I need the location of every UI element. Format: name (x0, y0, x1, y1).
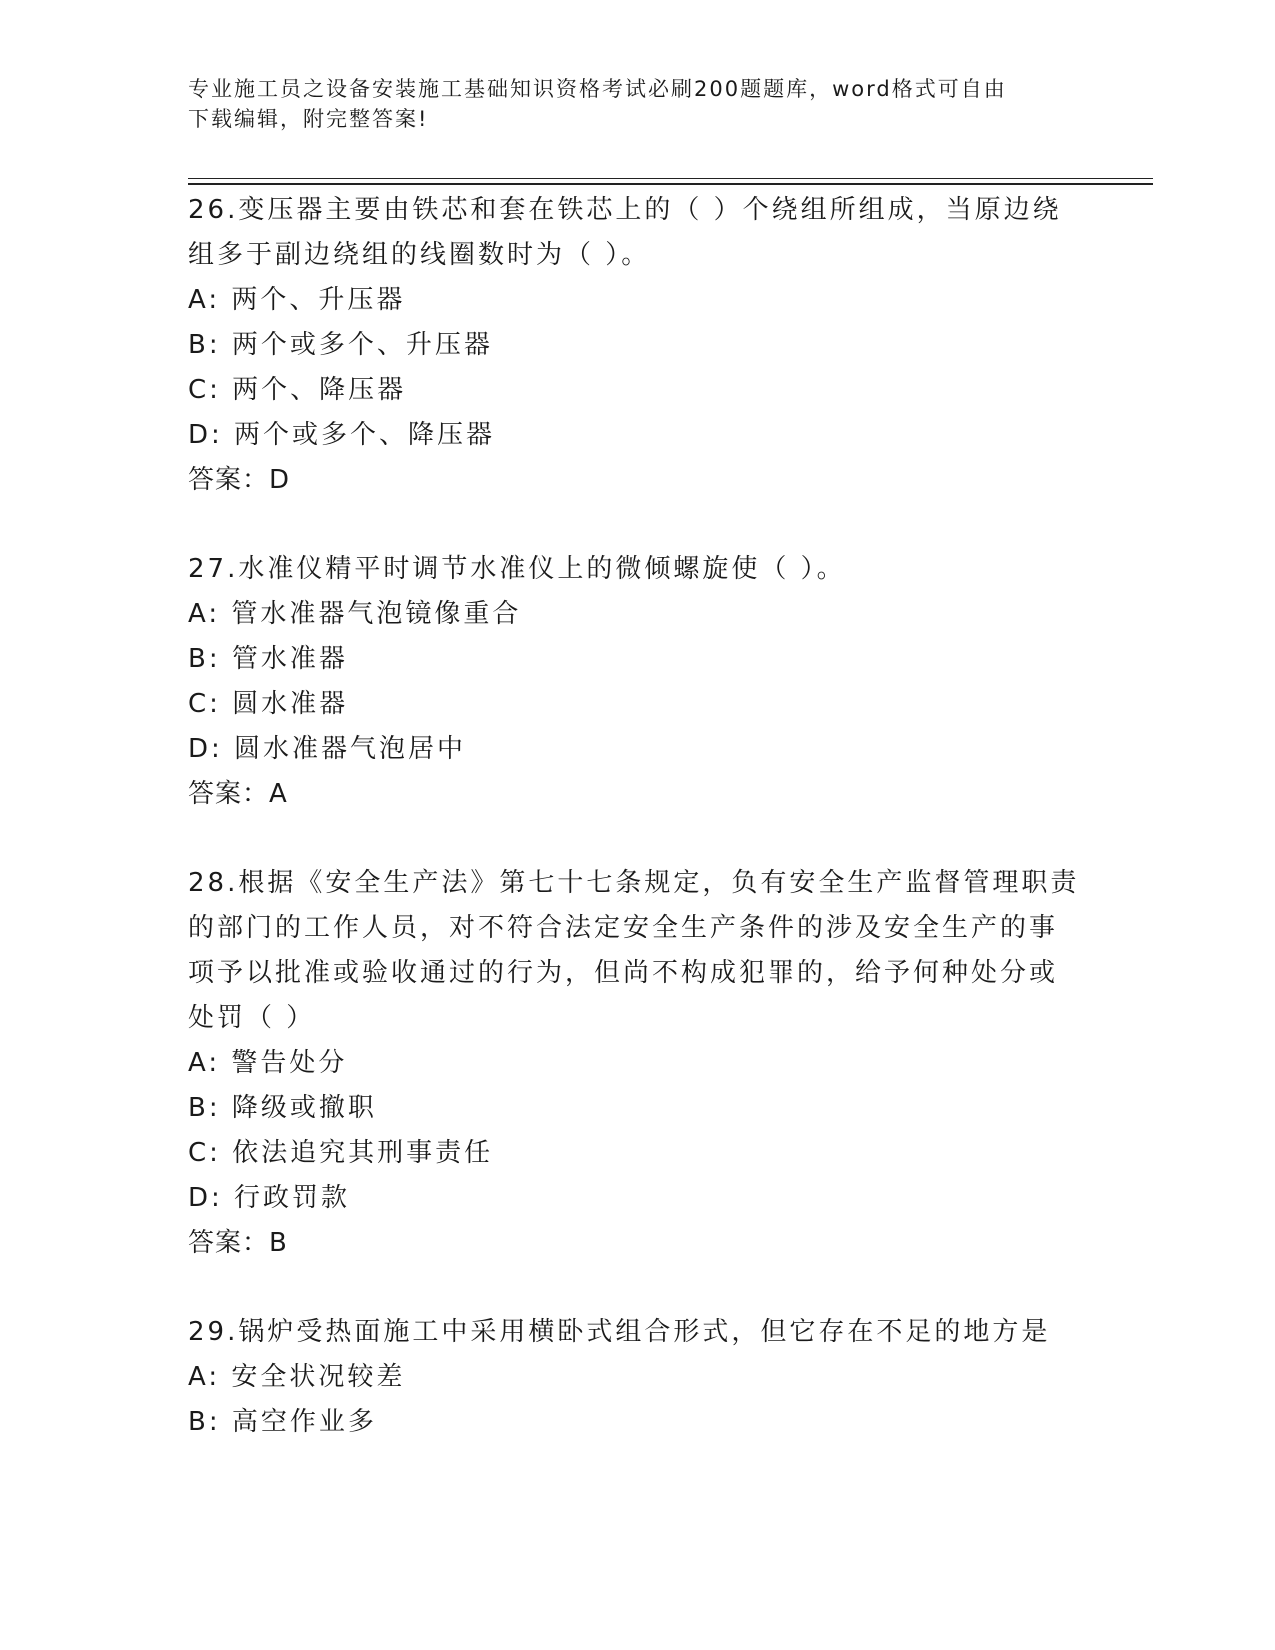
option-d: D: 两个或多个、降压器 (188, 420, 496, 450)
question-stem: 26.变压器主要由铁芯和套在铁芯上的（ ）个绕组所组成，当原边绕 (188, 195, 1062, 225)
question-26 (188, 188, 1088, 503)
option-b: B: 管水准器 (188, 644, 348, 674)
option-d: D: 圆水准器气泡居中 (188, 734, 467, 764)
answer-label: 答案：D (188, 465, 291, 495)
answer-label: 答案：A (188, 779, 288, 809)
option-d: D: 行政罚款 (188, 1183, 351, 1213)
option-a: A: 安全状况较差 (188, 1362, 406, 1392)
option-c: C: 依法追究其刑事责任 (188, 1138, 494, 1168)
header-line-1: 专业施工员之设备安装施工基础知识资格考试必刷200题题库，word格式可自由 (188, 77, 1007, 101)
question-29 (188, 1310, 1088, 1445)
document-header (188, 74, 1068, 134)
question-stem: 组多于副边绕组的线圈数时为（ ）。 (188, 240, 651, 270)
question-28 (188, 861, 1088, 1266)
header-rule-thick (188, 183, 1153, 185)
header-rule-thin (188, 178, 1153, 179)
question-stem: 项予以批准或验收通过的行为，但尚不构成犯罪的，给予何种处分或 (188, 958, 1059, 988)
question-stem: 28.根据《安全生产法》第七十七条规定，负有安全生产监督管理职责 (188, 868, 1080, 898)
header-line-2: 下载编辑，附完整答案! (188, 107, 429, 131)
option-b: B: 高空作业多 (188, 1407, 377, 1437)
option-c: C: 两个、降压器 (188, 375, 407, 405)
option-b: B: 降级或撤职 (188, 1093, 377, 1123)
option-a: A: 两个、升压器 (188, 285, 406, 315)
question-stem: 27.水准仪精平时调节水准仪上的微倾螺旋使（ ）。 (188, 554, 846, 584)
option-b: B: 两个或多个、升压器 (188, 330, 493, 360)
option-a: A: 警告处分 (188, 1048, 348, 1078)
question-stem: 的部门的工作人员，对不符合法定安全生产条件的涉及安全生产的事 (188, 913, 1059, 943)
option-c: C: 圆水准器 (188, 689, 349, 719)
question-stem: 处罚（ ） (188, 1003, 316, 1033)
answer-label: 答案：B (188, 1228, 288, 1258)
question-list (188, 188, 1088, 1489)
question-27 (188, 547, 1088, 817)
option-a: A: 管水准器气泡镜像重合 (188, 599, 522, 629)
question-stem: 29.锅炉受热面施工中采用横卧式组合形式，但它存在不足的地方是 (188, 1317, 1051, 1347)
